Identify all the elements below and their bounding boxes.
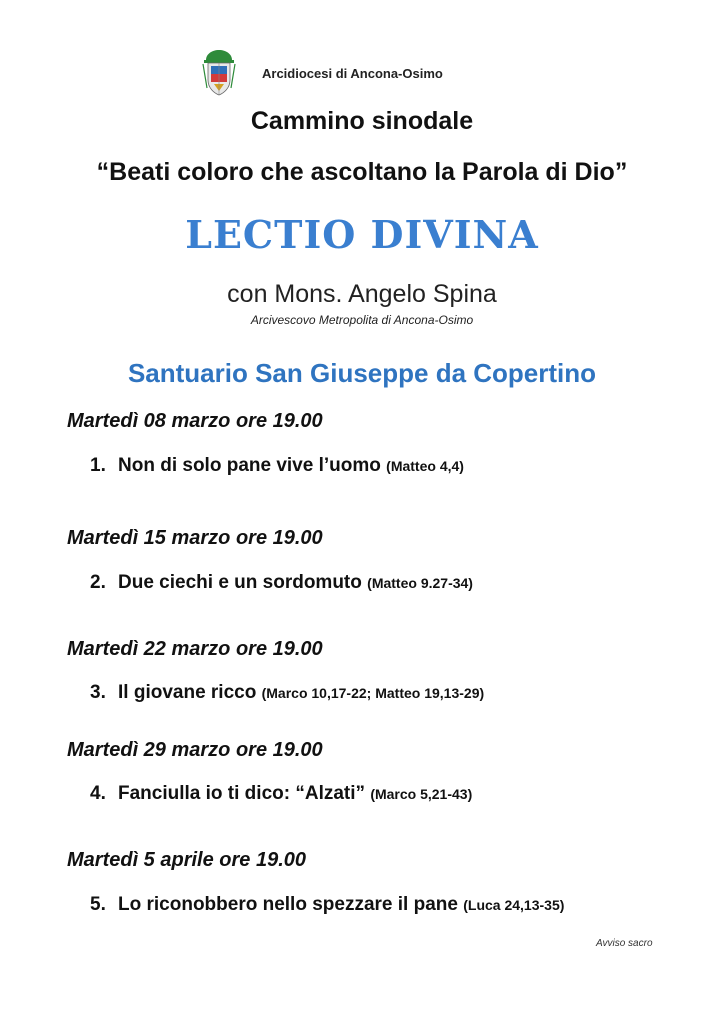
session-reference: (Marco 10,17-22; Matteo 19,13-29) [261,685,485,701]
session-date: Martedì 08 marzo ore 19.00 [67,410,323,432]
session-number: 4. [90,783,106,804]
session-number: 3. [90,682,106,703]
session-number: 2. [90,572,106,593]
session-date: Martedì 15 marzo ore 19.00 [67,527,323,549]
session-item [90,572,473,594]
session-reference: (Matteo 9.27-34) [367,575,473,591]
session-item [90,894,564,916]
session-reference: (Luca 24,13-35) [463,897,565,913]
session-date: Martedì 5 aprile ore 19.00 [67,849,307,871]
diocese-crest-icon [202,48,236,100]
session-title: Lo riconobbero nello spezzare il pane [118,894,458,915]
session-title: Due ciechi e un sordomuto [118,572,362,593]
session-number: 1. [90,455,106,476]
session-item [90,455,464,477]
synod-motto: “Beati coloro che ascoltano la Parola di Dio” [96,158,628,186]
session-title: Fanciulla io ti dico: “Alzati” [118,783,366,804]
session-reference: (Marco 5,21-43) [370,786,473,802]
speaker-name: con Mons. Angelo Spina [227,280,497,308]
speaker-role: Arcivescovo Metropolita di Ancona-Osimo [250,313,474,327]
session-date: Martedì 22 marzo ore 19.00 [67,638,323,660]
notice-label: Avviso sacro [596,938,653,949]
diocese-name: Arcidiocesi di Ancona-Osimo [262,66,443,81]
venue-title: Santuario San Giuseppe da Copertino [127,358,597,388]
synod-title: Cammino sinodale [250,107,474,135]
session-title: Non di solo pane vive l’uomo [118,455,381,476]
event-title: LECTIO DIVINA [185,212,539,257]
session-number: 5. [90,894,106,915]
session-title: Il giovane ricco [118,682,257,703]
session-item [90,783,472,805]
session-reference: (Matteo 4,4) [386,458,464,474]
session-item [90,682,484,704]
session-date: Martedì 29 marzo ore 19.00 [67,739,323,761]
